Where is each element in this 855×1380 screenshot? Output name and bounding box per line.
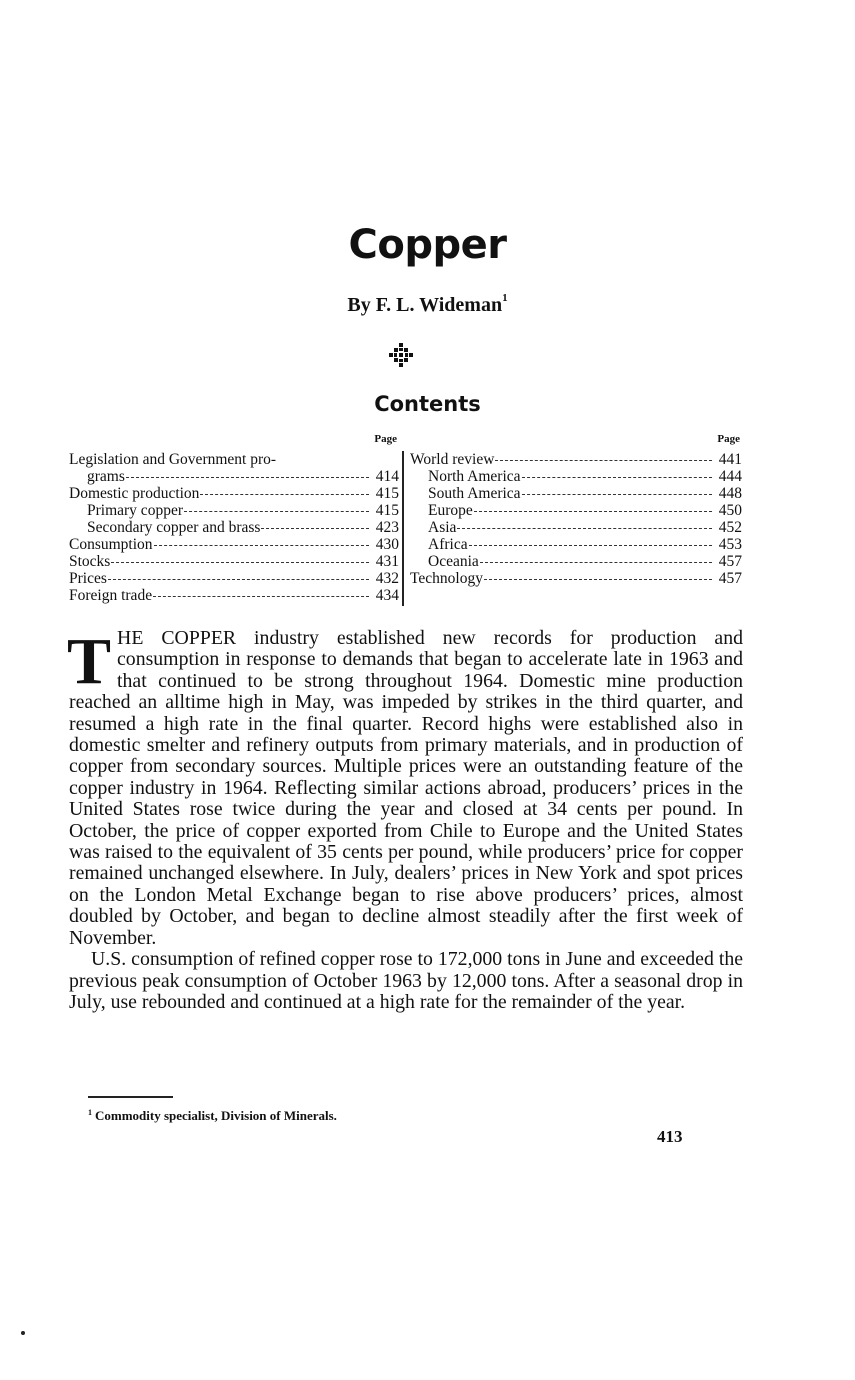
toc-entry-page: 448 [718, 485, 742, 502]
toc-entry-page: 415 [375, 485, 399, 502]
toc-entry-label: Secondary copper and brass [87, 519, 261, 536]
toc-entry-page: 430 [375, 536, 399, 553]
footnote [88, 1108, 337, 1124]
leader-dots [484, 578, 712, 580]
toc-entry-page: 414 [375, 468, 399, 485]
footnote-text: Commodity specialist, Division of Minerals. [95, 1108, 337, 1123]
toc-entry [410, 502, 742, 519]
leader-dots [469, 544, 712, 546]
toc-entry [69, 570, 399, 587]
leader-dots [522, 493, 712, 495]
leader-dots [457, 527, 712, 529]
toc-entry-label: Legislation and Government pro- [69, 451, 277, 468]
toc-entry-label: Prices [69, 570, 107, 587]
toc-page-header: Page [374, 433, 397, 445]
toc-entry-page: 423 [375, 519, 399, 536]
author-name: By F. L. Wideman [347, 294, 503, 316]
body-text [67, 625, 743, 1013]
toc-entry [69, 587, 399, 604]
leader-dots [474, 510, 712, 512]
toc-entry-label: Asia [428, 519, 457, 536]
toc-entry [410, 451, 742, 468]
toc-entry-label: Consumption [69, 536, 153, 553]
toc-entry-page: 415 [375, 502, 399, 519]
leader-dots [522, 476, 712, 478]
leader-dots [200, 493, 369, 495]
toc-entry [69, 451, 399, 468]
toc-entry-page: 457 [718, 570, 742, 587]
toc-entry-page: 434 [375, 587, 399, 604]
toc-entry [410, 468, 742, 485]
toc-entry [69, 485, 399, 502]
footnote-marker: 1 [88, 1108, 92, 1117]
toc-entry-page: 441 [718, 451, 742, 468]
toc-entry [69, 502, 399, 519]
toc-right-column [410, 432, 742, 587]
toc-entry-page: 432 [375, 570, 399, 587]
toc-entry [410, 536, 742, 553]
toc-page-header: Page [717, 433, 740, 445]
toc-entry-label: Oceania [428, 553, 479, 570]
contents-heading: Contents [374, 392, 481, 416]
leader-dots [261, 527, 369, 529]
paragraph-text: HE COPPER industry established new records for production and consumption in response to demands that began to accelerate late in 1963 and that continued to be strong throughout 1964. Domestic mine production reached an alltime high in May, was impeded by strikes in the third quarter, and resumed a high rate in the final quarter. Record highs were established also in domestic smelter and refinery outputs from primary materials, and in production of copper from secondary sources. Multiple prices were an outstanding feature of the copper industry in 1964. Reflecting similar actions abroad, producers’ prices in the United States rose twice during the year and closed at 34 cents per pound. In October, the price of copper exported from Chile to Europe and the United States was raised to the equivalent of 35 cents per pound, while producers’ price for copper remained unchanged elsewhere. In July, dealers’ prices in New York and spot prices on the London Metal Exchange began to rise above producers’ prices, almost doubled by October, and began to decline almost steadily after the first week of November. [69, 627, 743, 949]
toc-entry [69, 468, 399, 485]
toc-entry [410, 553, 742, 570]
toc-entry-page: 450 [718, 502, 742, 519]
leader-dots [126, 476, 369, 478]
drop-cap: T [67, 625, 112, 698]
chapter-title: Copper [348, 222, 507, 268]
leader-dots [108, 578, 369, 580]
toc-entry-label: Foreign trade [69, 587, 153, 604]
body-paragraph [67, 625, 743, 949]
body-paragraph: U.S. consumption of refined copper rose to 172,000 tons in June and exceeded the previous peak consumption of October 1963 by 12,000 tons. After a seasonal drop in July, use rebounded and continued at a high rate for the remainder of the year. [69, 948, 743, 1013]
toc-entry-label: grams [87, 468, 125, 485]
leader-dots [184, 510, 369, 512]
footnote-marker: 1 [502, 292, 508, 304]
toc-entry-page: 444 [718, 468, 742, 485]
toc-column-divider [402, 451, 404, 606]
toc-entry-label: Domestic production [69, 485, 200, 502]
toc-entry-page: 457 [718, 553, 742, 570]
toc-entry [410, 519, 742, 536]
toc-entry-label: North America [428, 468, 521, 485]
toc-entry [69, 519, 399, 536]
toc-left-column [69, 432, 399, 604]
footnote-rule [88, 1096, 173, 1098]
toc-entry-label: Europe [428, 502, 473, 519]
leader-dots [480, 561, 712, 563]
toc-entry-page: 453 [718, 536, 742, 553]
toc-entry [410, 570, 742, 587]
toc-entry [69, 536, 399, 553]
toc-entry [410, 485, 742, 502]
toc-entry [69, 553, 399, 570]
toc-entry-label: Africa [428, 536, 468, 553]
leader-dots [111, 561, 369, 563]
leader-dots [495, 459, 712, 461]
toc-entry-label: Stocks [69, 553, 111, 570]
toc-entry-label: Primary copper [87, 502, 183, 519]
scan-speck [21, 1331, 25, 1335]
toc-entry-label: Technology [410, 570, 483, 587]
toc-entry-label: South America [428, 485, 521, 502]
toc-entry-page: 452 [718, 519, 742, 536]
author-byline [0, 294, 855, 317]
toc-entry-page: 431 [375, 553, 399, 570]
page-number: 413 [657, 1127, 683, 1146]
leader-dots [153, 595, 369, 597]
toc-entry-label: World review [410, 451, 495, 468]
leader-dots [154, 544, 369, 546]
ornament-icon [388, 342, 414, 368]
